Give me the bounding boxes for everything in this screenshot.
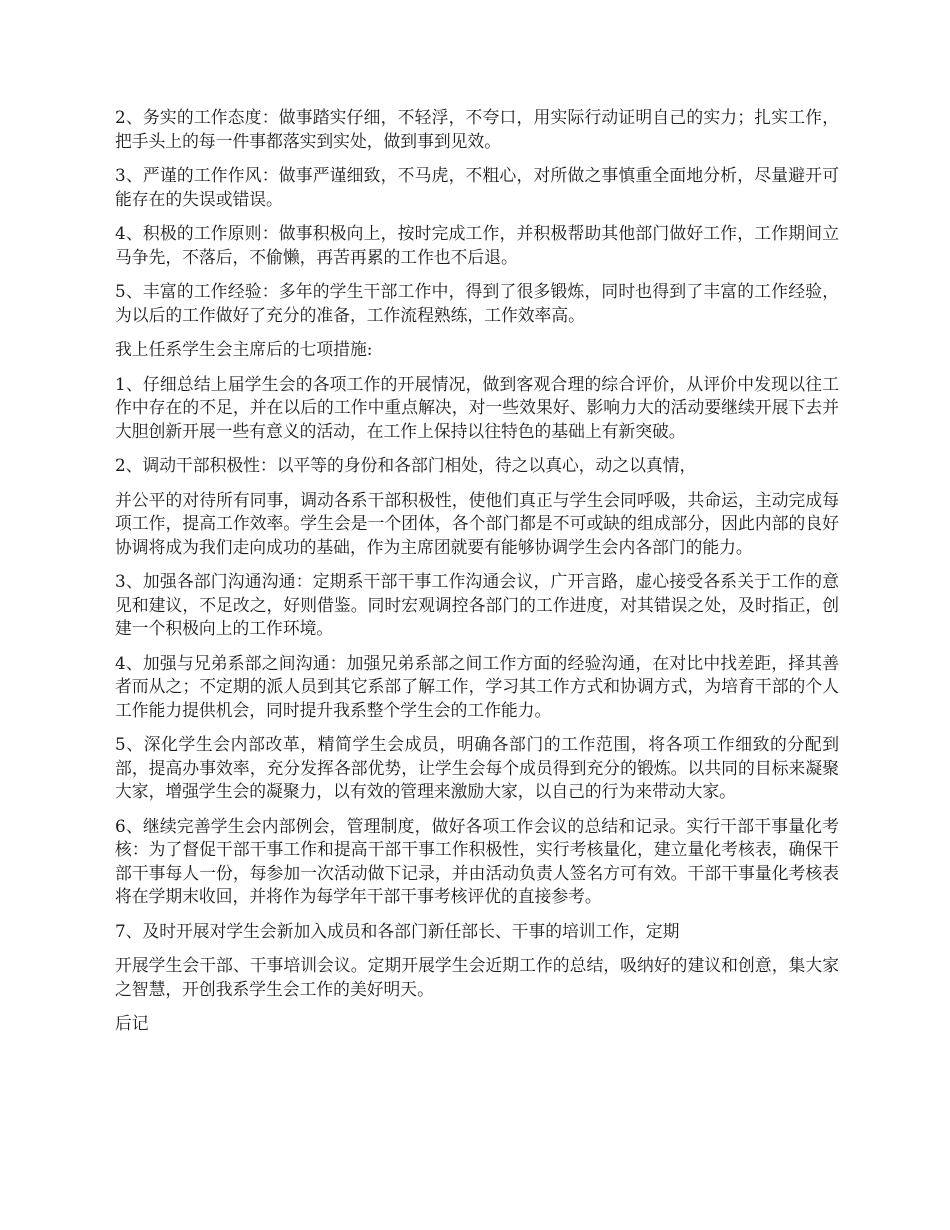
measure-1-paragraph: 1、仔细总结上届学生会的各项工作的开展情况，做到客观合理的综合评价，从评价中发现以往工作中存在的不足，并在以后的工作中重点解决，对一些效果好、影响力大的活动要继续开展下去并大胆创新开展一些有意义的活动，在工作上保持以往特色的基础上有新突破。: [115, 373, 839, 441]
paragraph-attitude: 2、务实的工作态度：做事踏实仔细，不轻浮，不夸口，用实际行动证明自己的实力；扎实工作，把手头上的每一件事都落实到实处，做到事到见效。: [115, 107, 839, 151]
afterword-heading: 后记: [115, 1013, 149, 1033]
measures-heading: 我上任系学生会主席后的七项措施:: [115, 339, 373, 359]
paragraph-style: 3、严谨的工作作风：做事严谨细致，不马虎，不粗心，对所做之事慎重全面地分析，尽量避开可能存在的失误或错误。: [115, 165, 839, 209]
measure-5-paragraph: 5、深化学生会内部改革，精简学生会成员，明确各部门的工作范围，将各项工作细致的分配到部，提高办事效率，充分发挥各部优势，让学生会每个成员得到充分的锻炼。以共同的目标来凝聚大家，增强学生会的凝聚力，以有效的管理来激励大家，以自己的行为来带动大家。: [115, 734, 839, 801]
measure-7-paragraph: 7、及时开展对学生会新加入成员和各部门新任部长、干事的培训工作，定期: [115, 920, 680, 941]
paragraph-experience: 5、丰富的工作经验：多年的学生干部工作中，得到了很多锻炼，同时也得到了丰富的工作经验，为以后的工作做好了充分的准备，工作流程熟练，工作效率高。: [115, 281, 839, 325]
measure-2-continuation: 并公平的对待所有同事，调动各系干部积极性，使他们真正与学生会同呼吸，共命运，主动完成每项工作，提高工作效率。学生会是一个团体，各个部门都是不可或缺的组成部分，因此内部的良好协调将成为我们走向成功的基础，作为主席团就要有能够协调学生会内各部门的能力。: [115, 489, 839, 557]
document-page: [115, 106, 839, 1047]
paragraph-principle: 4、积极的工作原则：做事积极向上，按时完成工作，并积极帮助其他部门做好工作，工作期间立马争先，不落后，不偷懒，再苦再累的工作也不后退。: [115, 223, 839, 267]
measure-6-paragraph: 6、继续完善学生会内部例会，管理制度，做好各项工作会议的总结和记录。实行干部干事量化考核：为了督促干部干事工作和提高干部干事工作积极性，实行考核量化，建立量化考核表，确保干部干事每人一份，每参加一次活动做下记录，并由活动负责人签名方可有效。干部干事量化考核表将在学期末收回，并将作为每学年干部干事考核评优的直接参考。: [115, 815, 839, 906]
measure-7-continuation: 开展学生会干部、干事培训会议。定期开展学生会近期工作的总结，吸纳好的建议和创意，集大家之智慧，开创我系学生会工作的美好明天。: [115, 955, 839, 999]
measure-3-paragraph: 3、加强各部门沟通沟通：定期系干部干事工作沟通会议，广开言路，虚心接受各系关于工作的意见和建议，不足改之，好则借鉴。同时宏观调控各部门的工作进度，对其错误之处，及时指正，创建一个积极向上的工作环境。: [115, 571, 839, 638]
measure-2-paragraph: 2、调动干部积极性：以平等的身份和各部门相处，待之以真心，动之以真情，: [115, 455, 697, 475]
measure-4-paragraph: 4、加强与兄弟系部之间沟通：加强兄弟系部之间工作方面的经验沟通，在对比中找差距，择其善者而从之；不定期的派人员到其它系部了解工作，学习其工作方式和协调方式，为培育干部的个人工作能力提供机会，同时提升我系整个学生会的工作能力。: [115, 652, 839, 720]
